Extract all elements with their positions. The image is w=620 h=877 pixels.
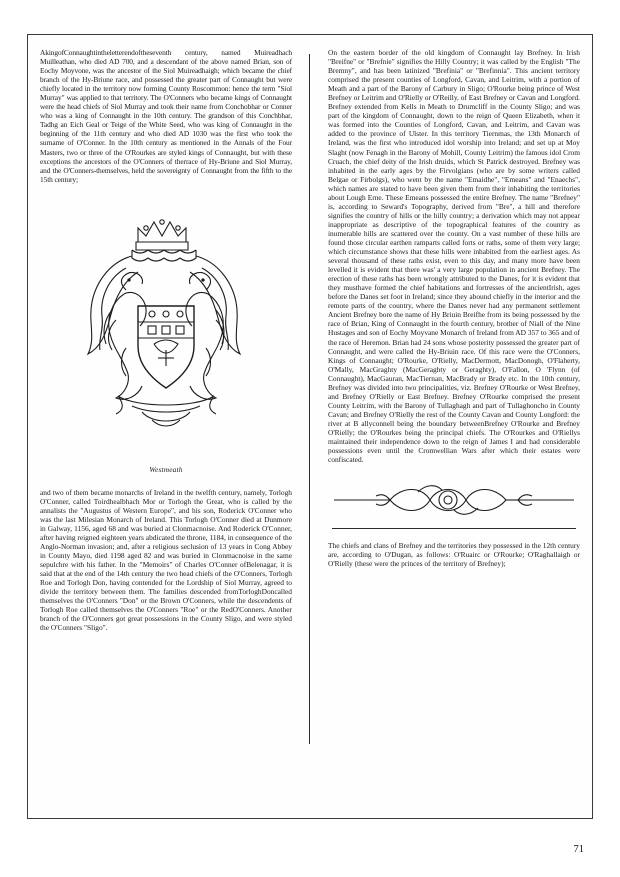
left-paragraph-2: and two of them became monarchs of Ireland in the twelfth century, namely, Torlogh O'Conner, called Toirdhealbhach Mor or Torlogh the Great, who is called by the annalists the "Augustus of Western Europe", and his son, Roderick O'Conner who was the last Milesian Monarch of Ireland. This Torlogh O'Conner died at Dunmore in Galway, 1156, aged 68 and was buried at Clonmacnoise. And Roderick O'Conner, after having reigned eighteen years abdicated the throne, 1184, in consequence of the Anglo-Norman invasion; and, after a religious seclusion of 13 years in Cong Abbey in County Mayo, died 1198 aged 82 and was buried in Clonmacnoise in the same sepulchre with his father. In the "Memoirs" of Charles O'Conner ofBelenagar, it is said that at the end of the 14th century the two head chiefs of the O'Conners, Torlogh Roe and Torlogh Don, having contended for the Lordship of Siol Murray, agreed to divide the territory between them. The families descended fromTorloghDoncalled themselves the O'Conners "Don" or the Brown O'Conners, while the descendents of Torlogh Roe called themselves the O'Conners "Roe" or the RedO'Conners. Another branch of the O'Conners got great possessions in the County Sligo, and were styled the O'Conners "Sligo". xyxy=(40,487,292,633)
left-paragraph-1: AkingofConnaughtintheletterendoftheseventh century, named Muireadhach Muilleathan, who died AD 700, and a descendant of the above named Brian, son of Eochy Moyvone, was the ancestor of the Siol Muireadhaigh; which became the chief branch of the Hy-Briune race, and possessed the greater part of Connaught but were chiefly located in the territory now forming County Roscommon: hence the term "Siol Murray" was applied to that territory. The O'Conners who became kings of Connaught were the head chiefs of Siol Murray and took their name from Conchobhar or Conner who was a king of Connaught in the 10th century. The grandson of this Conchbhar, Tadhg an Eich Geal or Teige of the White Seed, who was king of Connaught in the beginning of the 11th century and who died AD 1030 was the first who took the surname of O'Conner. In the 10th century as mentioned in the Annals of the Four Masters, two or three of the O'Rourkes are styled kings of Connaught, but with these exceptions the ancestors of the O'Conners of therrace of Hy-Briune and Siol Murray, and the O'Conners-themselves, held the sovereignty of Connaught from the fifth to the 15th century; xyxy=(40,48,292,184)
heraldic-crest-illustration xyxy=(40,198,292,474)
crest-caption: Westmeath xyxy=(149,464,183,474)
crest-svg xyxy=(66,198,266,458)
page-number: 71 xyxy=(573,844,584,855)
column-divider xyxy=(309,54,310,744)
text-columns xyxy=(40,48,580,805)
right-paragraph-1: On the eastern border of the old kingdom of Connaught lay Brefney. In Irish "Breifne" or "Brefnie" signifies the Hilly Country; it was called by the English "The Bremny", and has been latinized "Brefinia" or "Brefinnia". This ancient territory comprised the present counties of Longford, Cavan, and Leitrim, with a portion of Meath and a part of the Barony of Carbury in Sligo; O'Rourke being prince of West Brefney or Leitrim and O'Rielly or O'Reilly, of East Brefney or Cavan and Longford. Brefney extended from Kells in Meath to Drumcliff in the County Sligo; and was part of the kingdom of Connaught, down to the reign of Queen Elizabeth, when it was formed into the Counties of Longford, Cavan, and Leitrim, and Cavan was added to the province of Ulster. In this territory Tiernmas, the 13th Monarch of Ireland, was the first who introduced idol worship into Ireland; and set up at Moy Slaght (now Fenagh in the Barony of Mohill, County Leitrim) the famous idol Crom Cruach, the chief deity of the Irish druids, which St Patrick destroyed. Brefney was inhabited in the early ages by the Firvolgians (who are by some writers called Belgae or Firbolgs), who went by the name "Emaidhe", "Emeans" and "Enaechs", which names are stated to have been given them from their inhabiting the territories about Lough Erne. These Emeans possessed the entire Brefney. The name "Brefney" is, according to Seward's Topography, derived from "Bre", a hill and therefore signifies the country of hills or the hilly country; a derivation which may not appear inappropriate as descriptive of the topographical features of the country as inumerable hills are scattered over the county. On a vast number of these hills are found those circular earthen ramparts called forts or raths, some of them very large; which circumstance shows that these hills were inhabited from the earliest ages. As several thousand of these raths exist, even to this day, and many more have been levelled it is evident that there was' a very large population in ancient Brefney. The erection of these raths has been wrongly attributed to the Danes, for it is evident that they musthave formed the chief habitations and fortresses of the ancientIrish, ages before the Danes set foot in Ireland; since they abound chiefly in the interior and the remote parts of the country, where the Danes never had any permanent settlement Ancient Brefney bore the name of Hy Briuin Breifhe from its being possessed by the race of Brian, King of Connaught in the fourth century, brother of Niall of the Nine Hustages and son of Eochy Moyvane Monarch of Ireland from AD 357 to 365 and of the race of Heremon. Brian had 24 sons whose posterity possessed the greater part of Connaught, and were called the Hy-Briuin race. Of this race were the O'Conners, Kings of Connaught; O'Rourke, O'Rielly, MacDermott, MacDonogh, O'Flaherty, O'Mally, MacGraghty (MacGeraghty or Geraghty), O'Fallon, O 'Flynn (of Connaught), MacGauran, MacTiernan, MacBrady or Brady etc. In the 10th century, Brefney was divided into two principalities, viz. Brefney O'Rourke or West Brefney, and Brefney O'Rielly or East Brefney. Brefney O'Rourke comprised the present County Leitrim, with the Barony of Tullaghagh and part of Tullaghoncho in County Cavan; and Brefney O'Rielly the rest of the County Cavan and County Longford: the river at B allyconnell being the boundary betweenBrefney O'Rourke and Brefney O'Rielly; the O'Rourkes being the principal chiefs. The O'Rourkes and O'Riellys maintained their independence down to the reign of James I and had considerable possessions even until the Cromwellian Wars after which their estates were confiscated. xyxy=(328,48,580,465)
right-paragraph-2: The chiefs and clans of Brefney and the territories they possessed in the 12th century are, according to O'Dugan, as follows: O'Ruairc or O'Rourke; O'Raghallaigh or O'Rielly (these were the princes of the territory of Brefney); xyxy=(328,541,580,569)
celtic-knot-ornament xyxy=(328,482,580,529)
left-column xyxy=(40,48,292,632)
ornament-svg xyxy=(330,482,578,518)
right-column xyxy=(328,48,580,568)
ornament-rule xyxy=(332,528,576,529)
